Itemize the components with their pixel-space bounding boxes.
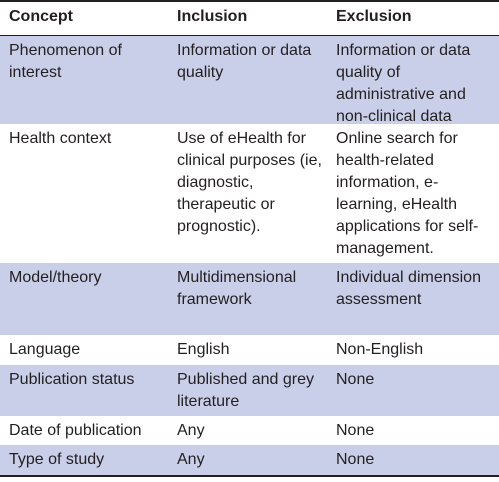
- inclusion-cell: Use of eHealth for clinical purposes (ie, diagnostic, therapeutic or prognostic).: [177, 130, 322, 235]
- exclusion-cell: None: [336, 451, 375, 468]
- header-concept: Concept: [9, 8, 73, 25]
- concept-cell: Date of publication: [9, 422, 142, 439]
- inclusion-cell: Multidimensional framework: [177, 269, 297, 308]
- inclusion-cell: Published and grey literature: [177, 371, 314, 410]
- table-header-row: [0, 0, 499, 36]
- concept-cell: Publication status: [9, 371, 135, 388]
- table-row: [0, 364, 499, 416]
- exclusion-cell: Online search for health-related information, e-learning, eHealth applications for self-management.: [336, 130, 479, 257]
- table-row: [0, 416, 499, 444]
- concept-cell: Phenomenon of interest: [9, 42, 122, 81]
- inclusion-cell: Any: [177, 451, 205, 468]
- table-row: [0, 335, 499, 364]
- concept-cell: Language: [9, 341, 81, 358]
- header-exclusion: Exclusion: [336, 8, 412, 25]
- inclusion-cell: Any: [177, 422, 205, 439]
- exclusion-cell: None: [336, 371, 375, 388]
- exclusion-cell: Individual dimension assessment: [336, 269, 481, 308]
- exclusion-cell: None: [336, 422, 375, 439]
- table-row: [0, 262, 499, 335]
- inclusion-cell: Information or data quality: [177, 42, 312, 81]
- exclusion-cell: Information or data quality of administrative and non-clinical data: [336, 42, 471, 125]
- concept-cell: Health context: [9, 130, 112, 147]
- table-row: [0, 444, 499, 477]
- header-inclusion: Inclusion: [177, 8, 248, 25]
- table-row: [0, 36, 499, 124]
- exclusion-cell: Non-English: [336, 341, 424, 358]
- concept-cell: Type of study: [9, 451, 105, 468]
- concept-cell: Model/theory: [9, 269, 102, 286]
- inclusion-cell: English: [177, 341, 230, 358]
- table-row: [0, 124, 499, 262]
